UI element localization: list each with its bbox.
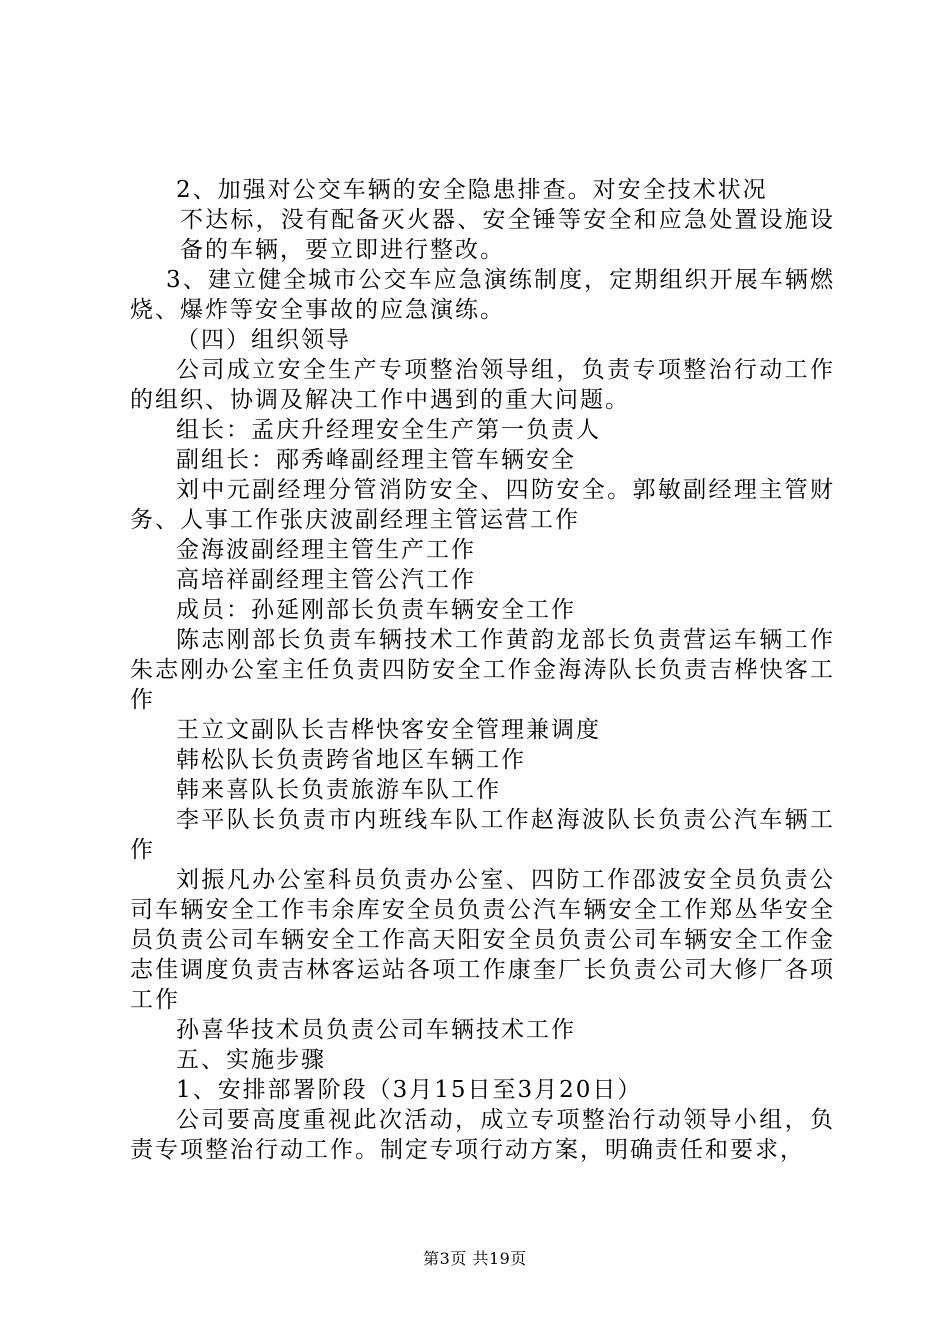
paragraph-item-3: 3、建立健全城市公交车应急演练制度，定期组织开展车辆燃烧、爆炸等安全事故的应急演练。 xyxy=(130,267,835,323)
paragraph-deputy-managers: 刘中元副经理分管消防安全、四防安全。郭敏副经理主管财务、人事工作张庆波副经理主管运营工作 xyxy=(130,477,835,533)
paragraph-members: 成员：孙延刚部长负责车辆安全工作 xyxy=(176,597,576,623)
paragraph-safety-staff: 刘振凡办公室科员负责办公室、四防工作邵波安全员负责公司车辆安全工作韦余库安全员负责公汽车辆安全工作郑丛华安全员负责公司车辆安全工作高天阳安全员负责公司车辆安全工作金志佳调度负责吉林客运站各项工作康奎厂长负责公司大修厂各项工作 xyxy=(130,867,835,1013)
paragraph-bus-manager: 高培祥副经理主管公汽工作 xyxy=(176,567,476,593)
section-heading-organization: （四）组织领导 xyxy=(176,327,351,353)
paragraph-tourism-team: 韩来喜队长负责旅游车队工作 xyxy=(176,777,501,803)
paragraph-group-leader: 组长：孟庆升经理安全生产第一负责人 xyxy=(176,417,601,443)
paragraph-leadership-group: 公司成立安全生产专项整治领导组，负责专项整治行动工作的组织、协调及解决工作中遇到的重大问题。 xyxy=(130,357,835,413)
paragraph-item-2: 2、加强对公交车辆的安全隐患排查。对安全技术状况 xyxy=(176,177,768,203)
page-number-footer: 第3页 共19页 xyxy=(423,1249,527,1268)
paragraph-phase-1: 1、安排部署阶段（3月15日至3月20日） xyxy=(176,1077,643,1103)
paragraph-city-routes: 李平队长负责市内班线车队工作赵海波队长负责公汽车辆工作 xyxy=(130,807,835,863)
paragraph-cross-province: 韩松队长负责跨省地区车辆工作 xyxy=(176,747,526,773)
paragraph-department-heads: 陈志刚部长负责车辆技术工作黄韵龙部长负责营运车辆工作朱志刚办公室主任负责四防安全工作金海涛队长负责吉桦快客工作 xyxy=(130,627,835,713)
paragraph-company-attention: 公司要高度重视此次活动，成立专项整治行动领导小组，负责专项整治行动工作。制定专项行动方案，明确责任和要求， xyxy=(130,1107,835,1163)
paragraph-production-manager: 金海波副经理主管生产工作 xyxy=(176,537,476,563)
paragraph-not-up-to-standard: 不达标，没有配备灭火器、安全锤等安全和应急处置设施设备的车辆，要立即进行整改。 xyxy=(180,207,835,263)
paragraph-technician: 孙喜华技术员负责公司车辆技术工作 xyxy=(176,1017,576,1043)
paragraph-deputy-captain: 王立文副队长吉桦快客安全管理兼调度 xyxy=(176,717,601,743)
paragraph-deputy-leader: 副组长：邴秀峰副经理主管车辆安全 xyxy=(176,447,576,473)
section-heading-implementation: 五、实施步骤 xyxy=(176,1047,326,1073)
document-body xyxy=(130,175,835,1165)
